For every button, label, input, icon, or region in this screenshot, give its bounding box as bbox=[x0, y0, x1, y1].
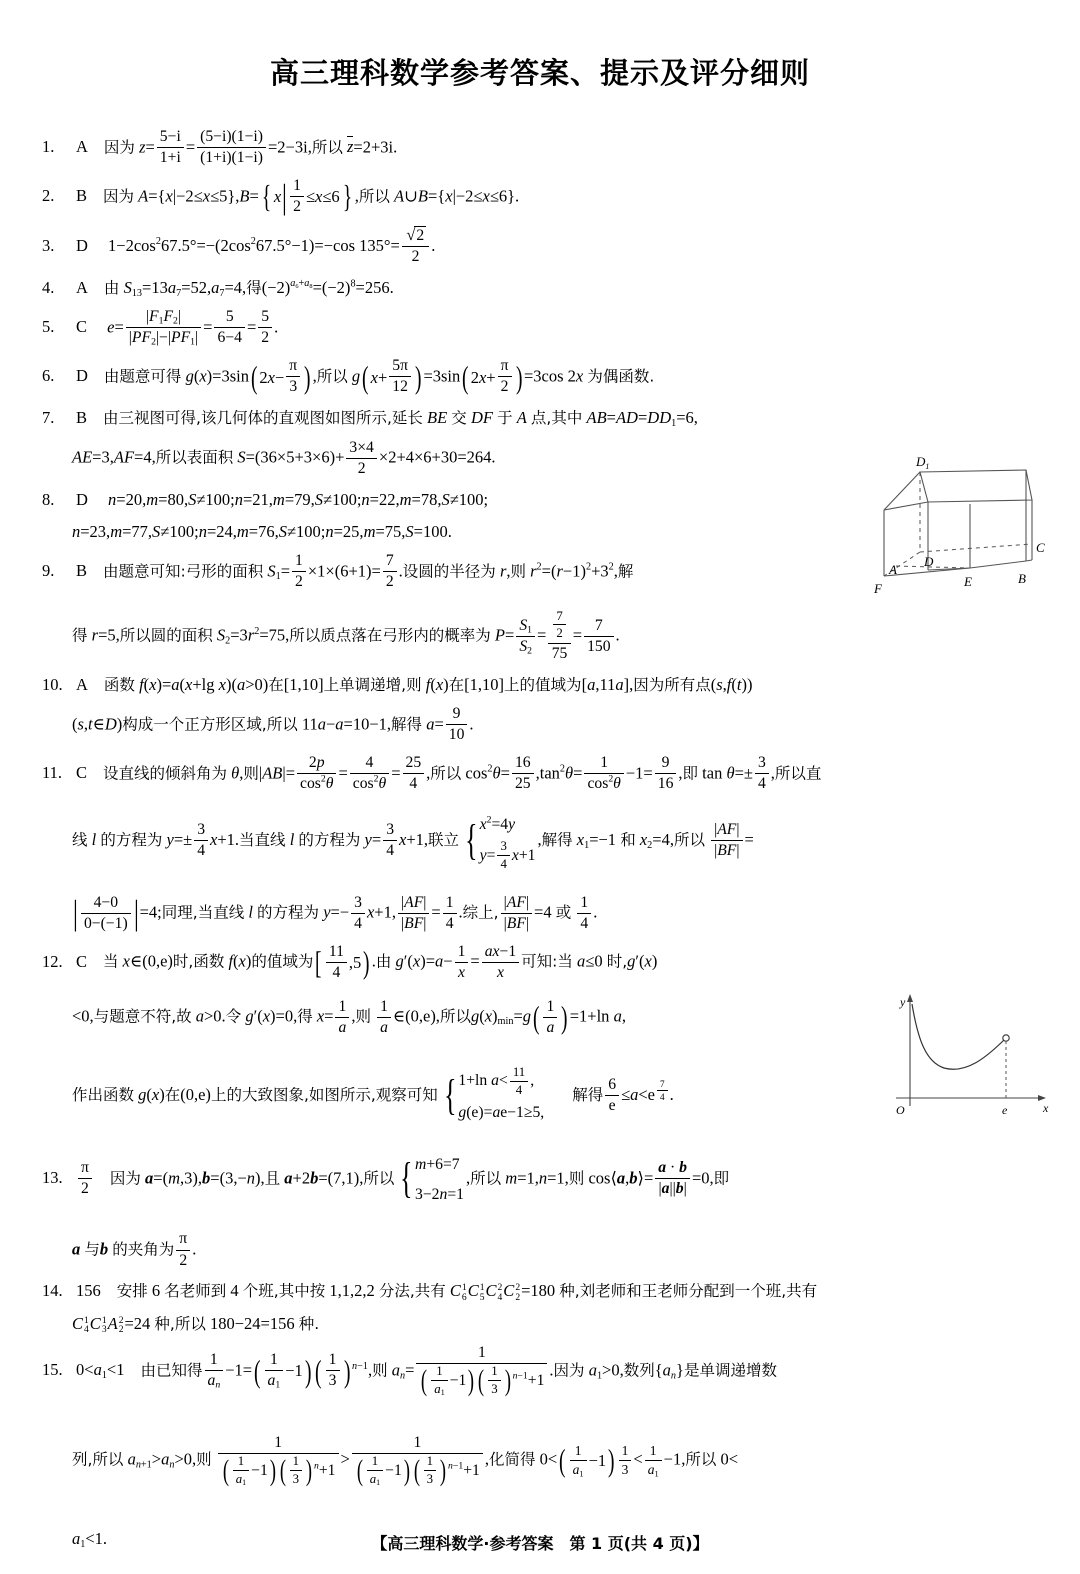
graph-label-y-axis: y bbox=[900, 995, 906, 1009]
answer-number-2: 2. bbox=[42, 186, 55, 206]
cube-label-A: A bbox=[889, 562, 897, 577]
answer-letter-11: C bbox=[76, 763, 88, 783]
answer-number-5: 5. bbox=[42, 317, 55, 337]
answer-letter-5: C bbox=[76, 317, 88, 337]
answer-number-11: 11. bbox=[42, 763, 63, 783]
answer-item-7: 7. B 由三视图可得,该几何体的直观图如图所示,延长 BE 交 DF 于 A 点,其中 $AB=AD=DD_1=6$, AE=3,AF=4,所以表面积 S=(36×5+3×6)+ $\frac{3\times 4}{2}$ ×2+4×6+30=264. bbox=[42, 408, 698, 477]
answer-letter-10: A bbox=[76, 674, 88, 694]
answer-letter-4: A bbox=[76, 277, 88, 297]
answer-number-8: 8. bbox=[42, 489, 55, 509]
answer-item-10: 10. A 函数 f(x)=a(x+lg x)(a>0)在[1,10]上单调递增,则 f(x)在[1,10]上的值域为[a,11a],因为所有点(s,f(t)) (s,t∈D)构成一个正方形区域,所以 11a−a=10−1,解得 a= $\frac{9}{10}$ . bbox=[42, 674, 753, 744]
function-graph-g-x bbox=[878, 988, 1058, 1116]
solid-geometry-diagram bbox=[858, 448, 1054, 598]
answer-item-4: 4. A 由 $S_{13}=13a_7=52,a_7=4$,得$(-2)^{a_6+a_8}=(-2)^8=256$. bbox=[42, 277, 394, 299]
answer-number-9: 9. bbox=[42, 561, 55, 581]
page-title: 高三理科数学参考答案、提示及评分细则 bbox=[269, 56, 810, 90]
page-footer bbox=[0, 1531, 1080, 1554]
answer-item-8: 8. D n=20,m=80,S≠100;n=21,m=79,S≠100;n=22,m=78,S≠100; n=23,m=77,S≠100;n=24,m=76,S≠100;n=25,m=75,S=100. bbox=[42, 489, 489, 541]
answer-value-13: $\frac{\pi}{2}$ bbox=[76, 1160, 94, 1199]
answer-letter-3: D bbox=[76, 235, 88, 255]
answer-letter-9: B bbox=[76, 561, 88, 581]
answer-number-6: 6. bbox=[42, 366, 55, 386]
answer-value-14: 156 bbox=[76, 1281, 101, 1301]
answer-item-6: 6. D 由题意可得 g(x)=3sin ( 2 x − $\frac{\pi}{3}$ ) ,所以 g ( x + $\frac{5\pi}{12}$ ) =3sin ( 2 x + $\frac{\pi}{2}$ ) =3cos 2x 为偶函数. bbox=[42, 357, 655, 396]
answer-letter-6: D bbox=[76, 366, 88, 386]
footer-text: 【高三理科数学·参考答案 第 1 页(共 4 页)】 bbox=[371, 1534, 709, 1553]
cube-label-B: B bbox=[1018, 571, 1026, 586]
graph-tick-e: e bbox=[1002, 1103, 1008, 1116]
answer-letter-12: C bbox=[76, 951, 88, 971]
answer-number-13: 13. bbox=[42, 1168, 63, 1188]
answer-item-1: 1. A 因为 z= $\frac{5-i}{1+i}$ = $\frac{(5-i)(1-i)}{(1+i)(1-i)}$ =2−3i,所以 z=2+3i. bbox=[42, 128, 398, 167]
answer-letter-2: B bbox=[76, 186, 88, 206]
graph-label-origin: O bbox=[896, 1103, 905, 1116]
answer-number-3: 3. bbox=[42, 235, 55, 255]
answer-number-12: 12. bbox=[42, 951, 63, 971]
answer-number-1: 1. bbox=[42, 137, 55, 157]
answer-number-4: 4. bbox=[42, 277, 55, 297]
answer-item-12: 12. C 当 x∈(0,e)时,函数 f(x)的值域为 [ $\frac{11}{4}$ ,5 ) .由 g′(x)=a− $\frac{1}{x}$ = $\frac{ax-1}{x}$ 可知:当 a≤0 时,g′(x) <0,与题意不符,故 a>0.令 g′(x)=0,得 x= $\frac{1}{a}$ ,则 $\frac{1}{a}$ ∈(0,e),所以$g(x)_{min}=g$ ( $\frac{1}{a}$ ) =1+ln a, 作出函数 g(x)在(0,e)上的大致图象,如图所示,观察可知 { 1+ln a< $\frac{11}{4}$ , g(e)=ae−1≥5, 解得 $\frac{6}{e}$ ≤a<e $^{\frac{7}{4}}$ . bbox=[42, 942, 674, 1121]
answer-number-7: 7. bbox=[42, 408, 55, 428]
answer-item-15: 15. $0<a_1<1$ 由已知得 $\frac{1}{a_n}$ −1= ( $\frac{1}{a_1}$ −1 ) ( $\frac{1}{3}$ ) $^{n-1}$,则 $a_n=$ 1 ( $\frac{1}{a_1}$ −1 ) ( $\frac{1}{3}$ ) $^{n-1}$+1 .因为 $a_1>0$,数列$\{a_n\}$是单调递增数 列,所以 $a_{n+1}>a_n>0$,则 1 ( $\frac{1}{a_1}$ −1 ) ( $\frac{1}{3}$ ) $^n$+1 > 1 ( $\frac{1}{a_1}$ −1 ) ( $\frac{1}{3}$ ) $^{n-1}$+1 ,化简得 0< ( $\frac{1}{a_1}$ −1 ) $\frac{1}{3}$ < $\frac{1}{a_1}$ −1,所以 0< $a_1<1$. bbox=[42, 1344, 777, 1550]
answer-item-2: 2. B 因为 A={x|−2≤x≤5},B= { x | $\frac{1}{2}$ ≤ x ≤6 } ,所以 A∪B={x|−2≤x≤6}. bbox=[42, 177, 520, 216]
answer-letter-8: D bbox=[76, 489, 88, 509]
answer-item-11: 11. C 设直线的倾斜角为 θ,则|AB|= $\frac{2p}{\cos^2\theta}$ = $\frac{4}{\cos^2\theta}$ = $\frac{25}{4}$ ,所以 $\cos^2\theta=$ $\frac{16}{25}$ $,\tan^2\theta=$ $\frac{1}{\cos^2\theta}$ −1= $\frac{9}{16}$ ,即 tan θ=± $\frac{3}{4}$ ,所以直 线 l 的方程为 y=± $\frac{3}{4}$ x+1.当直线 l 的方程为 y= $\frac{3}{4}$ x+1,联立 { $x^2=4y$ y= $\frac{3}{4}$ x+1 ,解得 $x_1=-1$ 和 $x_2=4$,所以 $\frac{|AF|}{|BF|}$ = | $\frac{4-0}{0-(-1)}$ | =4;同理,当直线 l 的方程为 y=− $\frac{3}{4}$ x+1, $\frac{|AF|}{|BF|}$ = $\frac{1}{4}$ .综上, $\frac{|AF|}{|BF|}$ =4 或 $\frac{1}{4}$ . bbox=[42, 754, 822, 933]
answer-value-15: $0<a_1<1$ bbox=[76, 1360, 125, 1382]
answer-item-14: 14. 156 安排 6 名老师到 4 个班,其中按 1,1,2,2 分法,共有 C 1 6 C 1 5 C 2 4 C 2 2 =180 种,刘老师和王老师分配到一个班,共有 C 1 4 C 1 3 A 2 2 =24 种,所以 180−24=156 种. bbox=[42, 1281, 818, 1336]
answers-container bbox=[0, 129, 1080, 1550]
cube-label-F: F bbox=[874, 581, 882, 596]
answer-item-9: 9. B 由题意可知:弓形的面积 $S_1=$ $\frac{1}{2}$ ×1×(6+1)= $\frac{7}{2}$ .设圆的半径为 r,则 $r^2=(r-1)^2+3^2$,解 得 r=5,所以圆的面积 $S_2=3r^2=75$,所以质点落在弓形内的概率为 P= $\frac{S_1}{S_2}$ = $\frac{\frac{7}{2}}{75}$ = $\frac{7}{150}$ . bbox=[42, 552, 634, 662]
cube-label-E: E bbox=[964, 574, 972, 589]
cube-label-D: D bbox=[924, 554, 934, 569]
answer-number-10: 10. bbox=[42, 674, 63, 694]
answer-item-5: 5. C e= $\frac{|F_1F_2|}{|PF_2|-|PF_1|}$ = $\frac{5}{6-4}$ = $\frac{5}{2}$ . bbox=[42, 308, 279, 349]
cube-label-D1: $D_1$ bbox=[916, 454, 930, 471]
answer-number-14: 14. bbox=[42, 1281, 63, 1301]
graph-label-x-axis: x bbox=[1043, 1101, 1049, 1115]
answer-number-15: 15. bbox=[42, 1360, 63, 1380]
answer-item-3: 3. D $1-2\cos^267.5^\circ=-(2\cos^267.5^\circ-1)=-\cos$ 135°= $\frac{√2}{2}$ . bbox=[42, 225, 436, 266]
answer-item-13: 13. $\frac{\pi}{2}$ 因为 a=(m,3),b=(3,−n),且 a+2b=(7,1),所以 { m+6=7 3−2n=1 ,所以 m=1,n=1,则 cos⟨a,b⟩= $\frac{a \cdot b}{|a||b|}$ =0,即 a 与b 的夹角为 $\frac{\pi}{2}$ . bbox=[42, 1155, 730, 1269]
answer-letter-1: A bbox=[76, 137, 88, 157]
answer-letter-7: B bbox=[76, 408, 88, 428]
cube-label-C: C bbox=[1036, 540, 1045, 555]
